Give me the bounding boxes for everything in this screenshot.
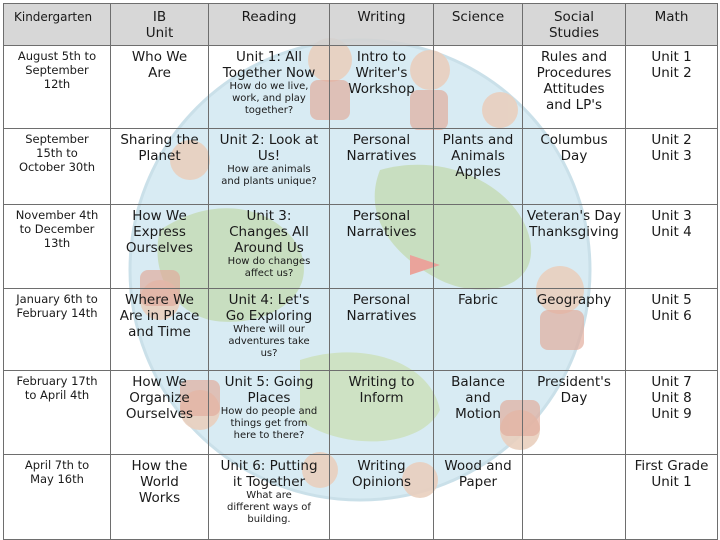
- reading-essential-question: building.: [247, 514, 291, 525]
- writing-text: Intro to: [356, 49, 407, 65]
- date-range-text: February 17th: [16, 374, 98, 388]
- kindergarten-curriculum-calendar: [3, 3, 718, 540]
- writing-text: Writing: [357, 458, 406, 474]
- date-range-text: to December: [19, 222, 95, 236]
- math-header: Math: [626, 4, 718, 46]
- date-range-text: September: [25, 63, 89, 77]
- date-range-cell: [4, 46, 111, 129]
- header-row: [4, 4, 718, 46]
- date-range-cell: [4, 129, 111, 205]
- ib-unit-text: Ourselves: [125, 240, 194, 256]
- writing-cell: [330, 46, 434, 129]
- date-range-text: November 4th: [15, 208, 99, 222]
- date-range-text: May 16th: [30, 472, 84, 486]
- social-studies-text: and LP's: [545, 97, 603, 113]
- date-range-text: September: [25, 132, 89, 146]
- writing-cell: [330, 289, 434, 371]
- ib-unit-text: Organize: [129, 390, 190, 406]
- reading-unit-title: Unit 3:: [246, 208, 292, 224]
- social-studies-text: Thanksgiving: [529, 224, 619, 240]
- ib-unit-cell: [111, 455, 209, 540]
- social-studies-text: Geography: [536, 292, 612, 308]
- reading-essential-question: How do we live,: [229, 81, 309, 92]
- date-range-text: 13th: [43, 236, 71, 250]
- science-text: Balance: [451, 374, 505, 390]
- writing-text: Inform: [359, 390, 404, 406]
- writing-text: Writer's: [355, 65, 408, 81]
- math-cell: [626, 129, 718, 205]
- ib-unit-text: Ourselves: [125, 406, 194, 422]
- social-studies-cell: [523, 289, 626, 371]
- ib-unit-text: Express: [133, 224, 186, 240]
- ib-unit-text: How the: [131, 458, 188, 474]
- social-studies-text: Rules and: [540, 49, 608, 65]
- science-text: and: [465, 390, 491, 406]
- ib-unit-text: Where We: [125, 292, 194, 308]
- date-range-text: February 14th: [16, 306, 98, 320]
- reading-unit-title: Unit 4: Let's: [228, 292, 310, 308]
- writing-text: Personal: [352, 208, 411, 224]
- ib-unit-text: How We: [132, 208, 187, 224]
- reading-essential-question: things get from: [230, 418, 308, 429]
- writing-cell: [330, 205, 434, 289]
- math-text: Unit 3: [651, 208, 692, 224]
- writing-text: Personal: [352, 132, 411, 148]
- reading-essential-question: Where will our: [233, 324, 305, 335]
- science-text: Motion: [455, 406, 501, 422]
- science-text: Paper: [458, 474, 498, 490]
- science-text: Fabric: [457, 292, 499, 308]
- math-text: Unit 2: [651, 65, 692, 81]
- science-text: Animals: [451, 148, 505, 164]
- reading-essential-question: How do people and: [220, 406, 318, 417]
- social-studies-header: Social Studies: [523, 4, 626, 46]
- reading-unit-title: Us!: [257, 148, 281, 164]
- reading-essential-question: together?: [244, 105, 294, 116]
- date-range-text: to April 4th: [24, 388, 90, 402]
- ib-unit-text: Are in Place: [119, 308, 200, 324]
- date-range-text: October 30th: [18, 160, 96, 174]
- reading-unit-title: Unit 5: Going: [224, 374, 314, 390]
- writing-cell: [330, 371, 434, 455]
- ib-unit-header: IB Unit: [111, 4, 209, 46]
- reading-unit-title: Places: [247, 390, 291, 406]
- date-range-cell: [4, 205, 111, 289]
- science-cell: [434, 455, 523, 540]
- math-text: Unit 5: [651, 292, 692, 308]
- reading-cell: [209, 289, 330, 371]
- math-cell: [626, 205, 718, 289]
- math-cell: [626, 371, 718, 455]
- math-text: Unit 1: [651, 49, 692, 65]
- date-range-text: 15th to: [36, 146, 78, 160]
- math-text: Unit 6: [651, 308, 692, 324]
- social-studies-cell: [523, 129, 626, 205]
- ib-unit-text: How We: [132, 374, 187, 390]
- writing-text: Narratives: [346, 224, 417, 240]
- reading-cell: [209, 46, 330, 129]
- science-cell: [434, 129, 523, 205]
- reading-essential-question: and plants unique?: [221, 176, 317, 187]
- social-studies-text: Attitudes: [543, 81, 605, 97]
- math-cell: [626, 46, 718, 129]
- reading-unit-title: Together Now: [222, 65, 316, 81]
- writing-text: Narratives: [346, 148, 417, 164]
- math-text: Unit 7: [651, 374, 692, 390]
- science-cell: [434, 46, 523, 129]
- ib-unit-text: World: [140, 474, 179, 490]
- ib-unit-cell: [111, 129, 209, 205]
- date-range-cell: [4, 289, 111, 371]
- table-row: [4, 205, 718, 289]
- science-text: Apples: [455, 164, 501, 180]
- reading-essential-question: work, and play: [232, 93, 306, 104]
- reading-essential-question: How do changes: [227, 256, 311, 267]
- reading-essential-question: adventures take: [228, 336, 310, 347]
- date-range-text: April 7th to: [24, 458, 90, 472]
- date-range-text: 12th: [43, 77, 71, 91]
- math-text: Unit 2: [651, 132, 692, 148]
- reading-unit-title: Go Exploring: [225, 308, 313, 324]
- reading-unit-title: it Together: [232, 474, 306, 490]
- reading-essential-question: here to there?: [233, 430, 305, 441]
- science-text: Wood and: [444, 458, 512, 474]
- math-text: Unit 4: [651, 224, 692, 240]
- social-studies-text: Procedures: [536, 65, 612, 81]
- reading-cell: [209, 129, 330, 205]
- date-range-text: January 6th to: [16, 292, 98, 306]
- ib-unit-cell: [111, 371, 209, 455]
- table-row: [4, 129, 718, 205]
- ib-unit-cell: [111, 46, 209, 129]
- corner-header: Kindergarten: [4, 4, 111, 46]
- table-row: [4, 46, 718, 129]
- social-studies-text: Columbus: [540, 132, 608, 148]
- ib-unit-cell: [111, 289, 209, 371]
- social-studies-text: President's: [537, 374, 611, 390]
- reading-cell: [209, 371, 330, 455]
- writing-text: Narratives: [346, 308, 417, 324]
- reading-essential-question: us?: [260, 348, 278, 359]
- writing-text: Workshop: [348, 81, 415, 97]
- ib-unit-text: Planet: [138, 148, 181, 164]
- math-cell: [626, 289, 718, 371]
- math-text: First Grade: [634, 458, 709, 474]
- reading-essential-question: affect us?: [244, 268, 294, 279]
- ib-unit-text: and Time: [128, 324, 191, 340]
- math-text: Unit 8: [651, 390, 692, 406]
- science-cell: [434, 205, 523, 289]
- social-studies-cell: [523, 205, 626, 289]
- math-text: Unit 3: [651, 148, 692, 164]
- social-studies-text: Day: [560, 148, 588, 164]
- social-studies-text: Veteran's Day: [526, 208, 622, 224]
- science-header: Science: [434, 4, 523, 46]
- writing-cell: [330, 455, 434, 540]
- reading-unit-title: Unit 2: Look at: [219, 132, 319, 148]
- writing-text: Personal: [352, 292, 411, 308]
- reading-unit-title: Unit 1: All: [236, 49, 302, 65]
- reading-essential-question: How are animals: [227, 164, 311, 175]
- ib-unit-text: Are: [148, 65, 171, 81]
- table-row: [4, 371, 718, 455]
- math-text: Unit 9: [651, 406, 692, 422]
- reading-unit-title: Around Us: [234, 240, 304, 256]
- date-range-cell: [4, 455, 111, 540]
- table-row: [4, 455, 718, 540]
- social-studies-cell: [523, 455, 626, 540]
- science-text: Plants and: [442, 132, 514, 148]
- math-text: Unit 1: [651, 474, 692, 490]
- writing-header: Writing: [330, 4, 434, 46]
- ib-unit-text: Who We: [131, 49, 188, 65]
- ib-unit-cell: [111, 205, 209, 289]
- science-cell: [434, 289, 523, 371]
- science-cell: [434, 371, 523, 455]
- social-studies-cell: [523, 46, 626, 129]
- reading-header: Reading: [209, 4, 330, 46]
- reading-unit-title: Unit 6: Putting: [220, 458, 318, 474]
- date-range-text: August 5th to: [17, 49, 97, 63]
- math-cell: [626, 455, 718, 540]
- ib-unit-text: Works: [138, 490, 181, 506]
- reading-cell: [209, 455, 330, 540]
- reading-essential-question: different ways of: [227, 502, 311, 513]
- ib-unit-text: Sharing the: [120, 132, 199, 148]
- reading-cell: [209, 205, 330, 289]
- writing-text: Opinions: [351, 474, 412, 490]
- writing-text: Writing to: [348, 374, 415, 390]
- date-range-cell: [4, 371, 111, 455]
- table-row: [4, 289, 718, 371]
- reading-unit-title: Changes All: [229, 224, 309, 240]
- reading-essential-question: What are: [246, 490, 292, 501]
- social-studies-cell: [523, 371, 626, 455]
- social-studies-text: Day: [560, 390, 588, 406]
- writing-cell: [330, 129, 434, 205]
